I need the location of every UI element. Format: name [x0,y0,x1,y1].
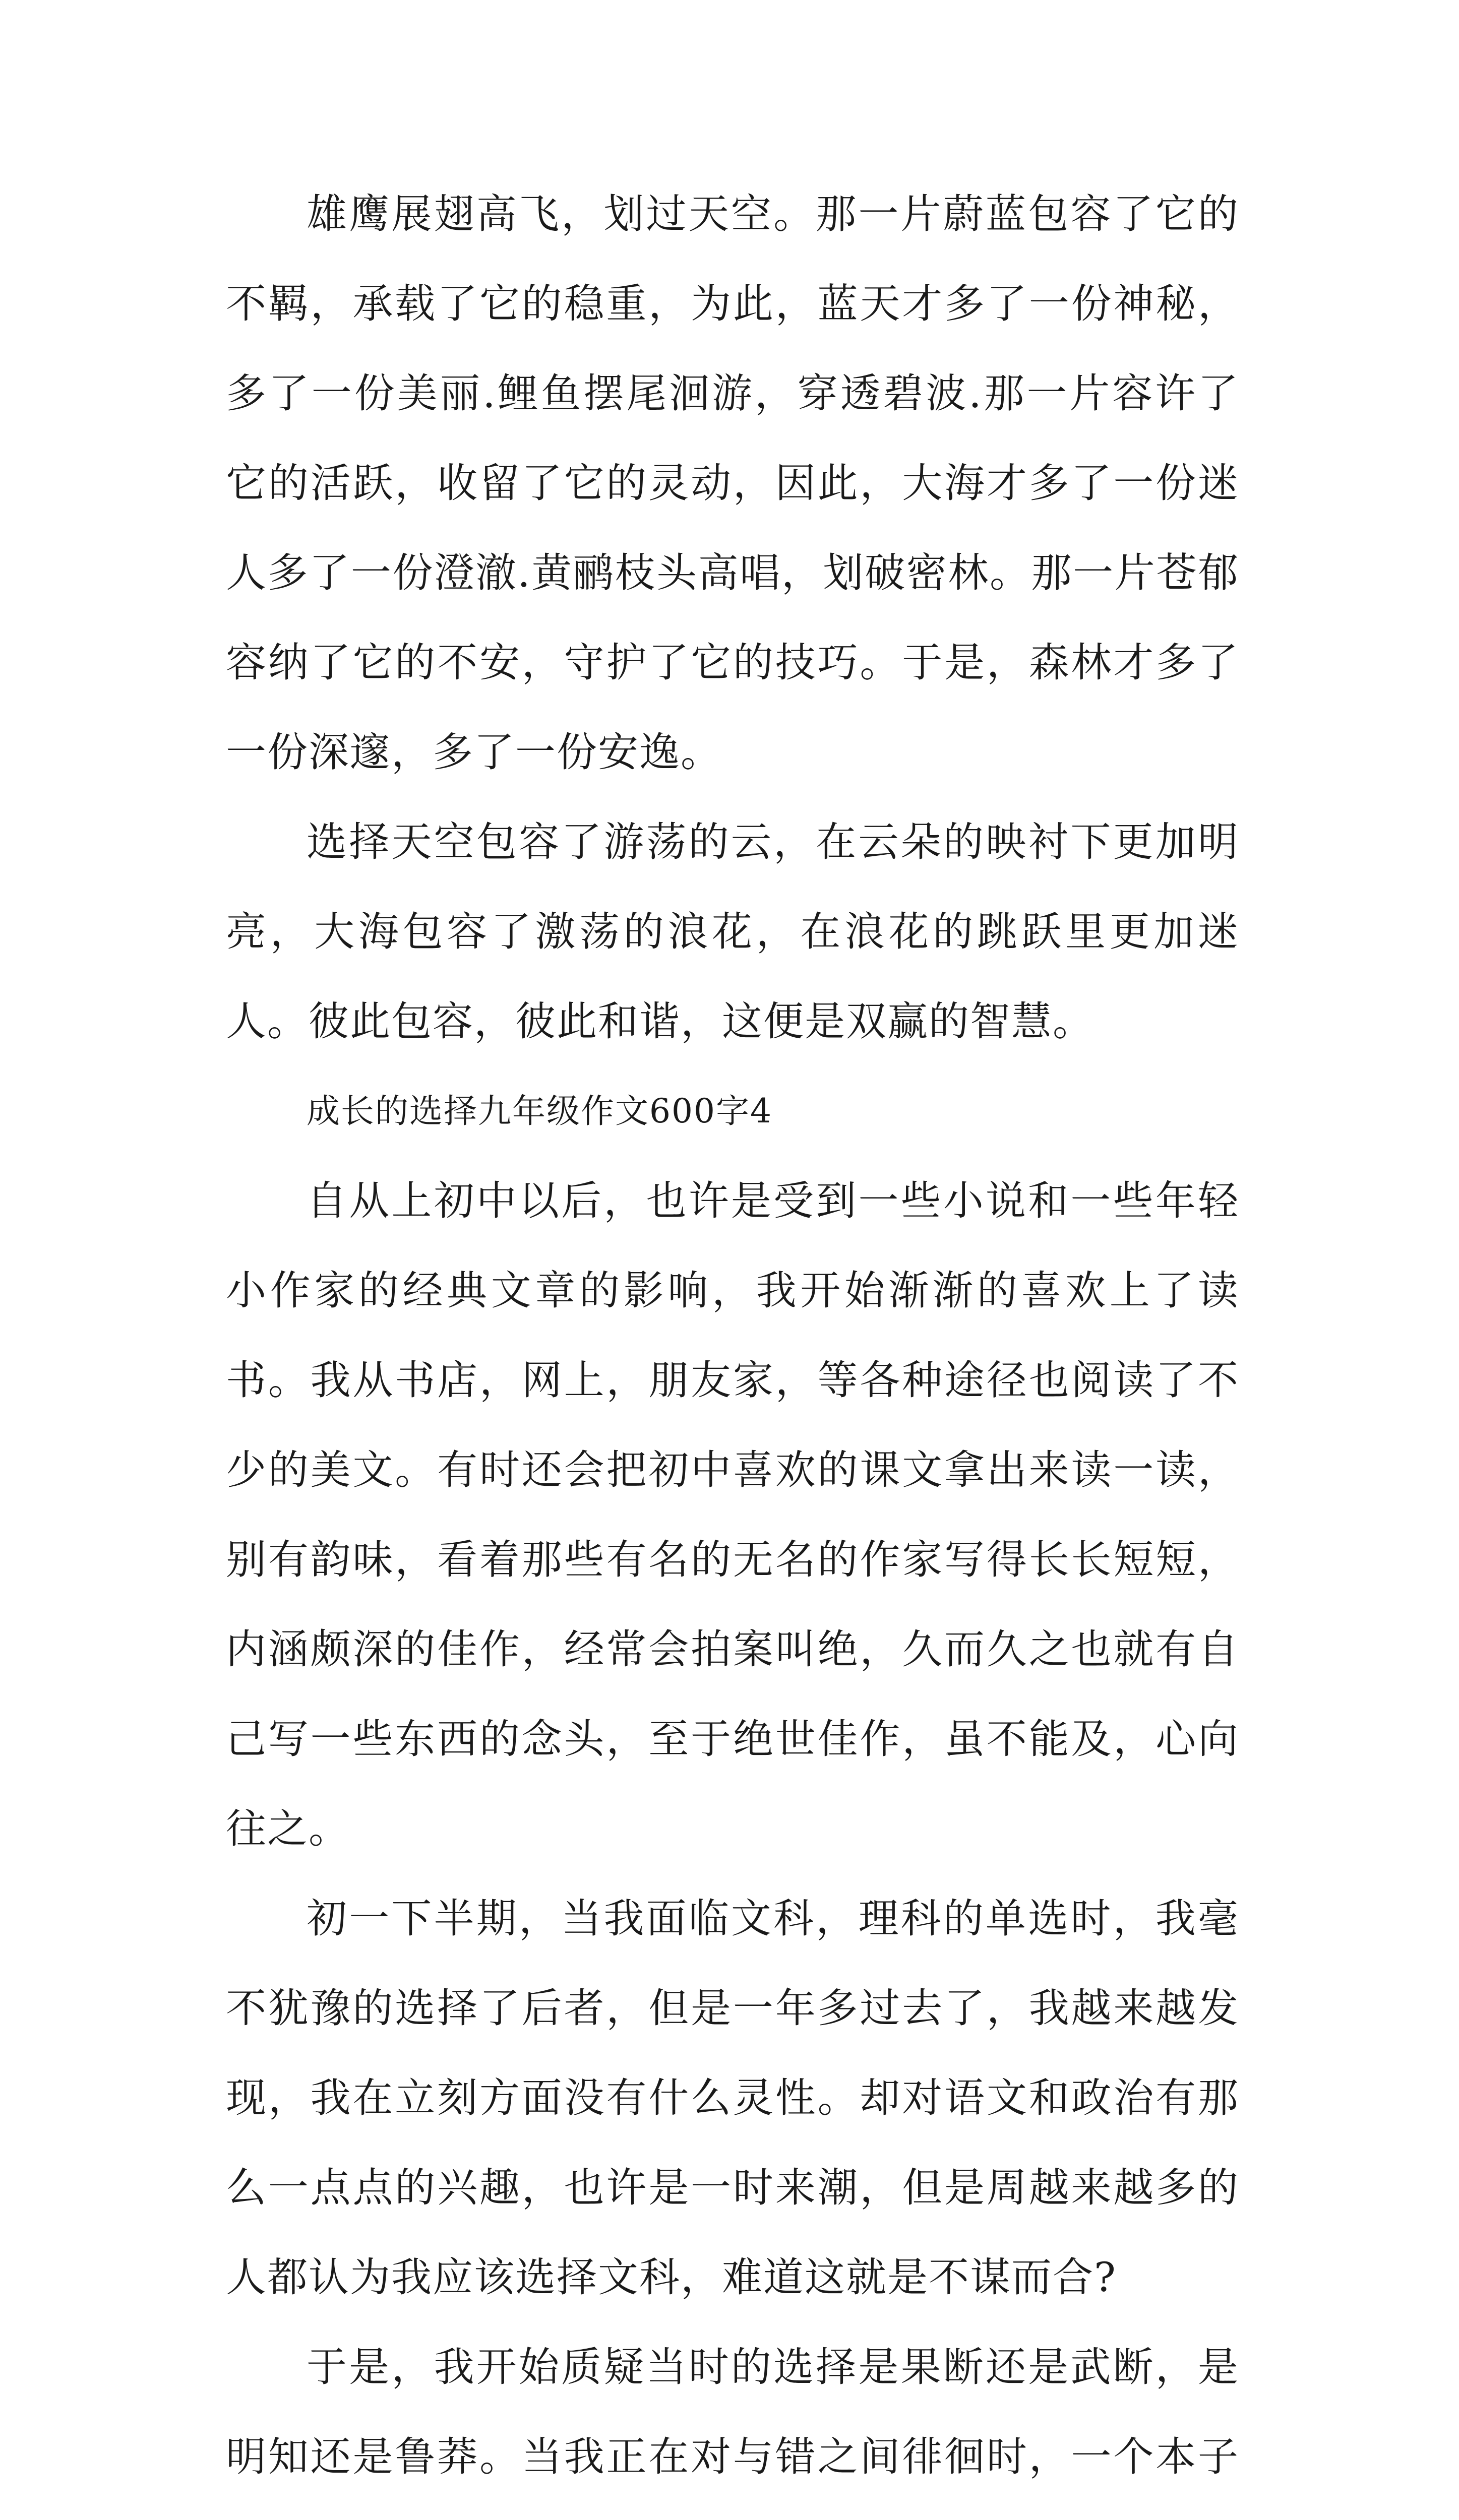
section-heading: 成长的选择九年级作文600字4 [307,1092,772,1130]
paragraph-2: 选择天空包容了游荡的云，在云朵的映衬下更加明亮，大海包容了激荡的浪花，在浪花的跳跃里更加迷人。彼此包容，彼此和谐，这便是双赢的智慧。 [226,818,1239,1045]
document-body [226,169,1239,2520]
paragraph-1: 雄鹰展翅高飞，划过天空。那一片蔚蓝包容了它的不羁，承载了它的稳重，为此，蓝天才多了一份神秘，多了一份美丽.鲤鱼摆尾洄游，穿透碧波.那一片容许了它的活跃，收留了它的灵动，因此，大海才多了一份迷人多了一份澄澈.黄鹂枝头高唱，划破密林。那一片苍郁容纳了它的不安，守护了它的技巧。于是，森林才多了一份深邃，多了一份安逸。 [226,191,1239,776]
paragraph-4: 初一下半期，当我面临文科，理科的单选时，我毫不犹豫的选择了后者，但是一年多过去了，我越来越发现，我在立刻方面没有什么灵性。却对语文和政治有那么一点点的兴趣，也许是一时来潮，但是周越来越多的人都认为我应该选择文科，难道这就是不谋而合? [226,1895,1239,2301]
paragraph-5: 于是，我开始质疑当时的选择是果断还是武断，是明知还是鲁莽。当我正在对与错之间徘徊时，一个本子 [226,2344,1239,2480]
paragraph-3: 自从上初中以后，也许是受到一些小说和一些年轻小作家的经典文章的影响，我开始渐渐的喜欢上了读书。我从书店，网上，朋友家，等各种途径也阅读了不少的美文。有时还会把初中喜欢的课文拿出来读一读，别有韵味，看着那些有名的无名的作家写得长长短短，内涵颇深的佳作，经常会拍案叫绝，久而久之也就有自己写一些东西的念头，至于绝世佳作，虽不能及，心向往之。 [226,1177,1239,1852]
